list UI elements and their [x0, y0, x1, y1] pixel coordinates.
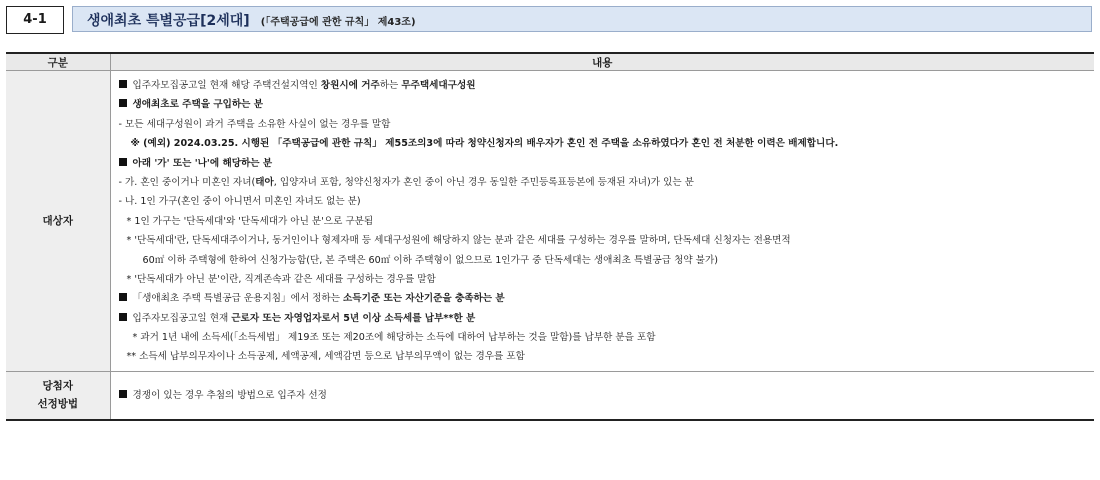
exception-note: ※ (예외) 2024.03.25. 시행된 「주택공급에 관한 규칙」 제55조의3에 따라 청약신청자의 배우자가 혼인 전 주택을 소유하였다가 혼인 전 처분한 이력은 배제합니다.: [130, 138, 839, 150]
list-item: 생애최초로 주택을 구입하는 분: [117, 95, 1089, 114]
square-bullet-icon: [119, 390, 127, 398]
square-bullet-icon: [119, 158, 127, 166]
row-label-eligible: 대상자: [6, 71, 110, 372]
list-item: - 가. 혼인 중이거나 미혼인 자녀(태아, 입양자녀 포함, 청약신청자가 혼인 중이 아닌 경우 동일한 주민등록표등본에 등재된 자녀)가 있는 분: [118, 176, 694, 188]
note-item: * '단독세대'란, 단독세대주이거나, 동거인이나 형제자매 등 세대구성원에 해당하지 않는 분과 같은 세대를 구성하는 경우를 말하며, 단독세대 신청자는 전용면적: [126, 235, 791, 247]
list-item: 입주자모집공고일 현재 근로자 또는 자영업자로서 5년 이상 소득세를 납부**한 분: [117, 309, 1089, 328]
note-item: * 과거 1년 내에 소득세(「소득세법」 제19조 또는 제20조에 해당하는 소득에 대하여 납부하는 것을 말함)를 납부한 분을 포함: [132, 332, 656, 344]
column-header-content: 내용: [110, 53, 1094, 71]
square-bullet-icon: [119, 99, 127, 107]
section-title: 생애최초 특별공급[2세대]: [87, 13, 250, 29]
table-row-eligible: [6, 71, 1094, 372]
row-label-selection: 당첨자 선정방법: [6, 371, 110, 420]
list-item: 아래 '가' 또는 '나'에 해당하는 분: [117, 154, 1089, 173]
list-item: 경쟁이 있는 경우 추첨의 방법으로 입주자 선정: [117, 386, 1089, 405]
section-title-bar: [72, 6, 1092, 32]
note-item: 60㎡ 이하 주택형에 한하여 신청가능함(단, 본 주택은 60㎡ 이하 주택형이 없으므로 1인가구 중 단독세대는 생애최초 특별공급 청약 불가): [142, 254, 718, 266]
list-item: 「생애최초 주택 특별공급 운용지침」에서 정하는 소득기준 또는 자산기준을 충족하는 분: [117, 289, 1089, 308]
section-subtitle: (「주택공급에 관한 규칙」 제43조): [260, 17, 416, 28]
note-item: ** 소득세 납부의무자이나 소득공제, 세액공제, 세액감면 등으로 납부의무액이 없는 경우를 포함: [126, 351, 525, 363]
selection-content: [110, 371, 1094, 420]
table-header-row: [6, 53, 1094, 71]
list-item: - 나. 1인 가구(혼인 중이 아니면서 미혼인 자녀도 없는 분): [118, 196, 361, 208]
square-bullet-icon: [119, 80, 127, 88]
section-header: [6, 6, 1094, 34]
square-bullet-icon: [119, 293, 127, 301]
eligibility-table: [6, 52, 1094, 421]
eligible-content: [110, 71, 1094, 372]
column-header-category: 구분: [6, 53, 110, 71]
section-number: 4-1: [6, 6, 64, 34]
note-item: * 1인 가구는 '단독세대'와 '단독세대가 아닌 분'으로 구분됨: [126, 215, 374, 227]
square-bullet-icon: [119, 313, 127, 321]
list-item: 입주자모집공고일 현재 해당 주택건설지역인 창원시에 거주하는 무주택세대구성원: [117, 76, 1089, 95]
list-item: - 모든 세대구성원이 과거 주택을 소유한 사실이 없는 경우를 말함: [118, 118, 391, 130]
note-item: * '단독세대가 아닌 분'이란, 직계존속과 같은 세대를 구성하는 경우를 말함: [126, 273, 436, 285]
table-row-selection: [6, 371, 1094, 420]
